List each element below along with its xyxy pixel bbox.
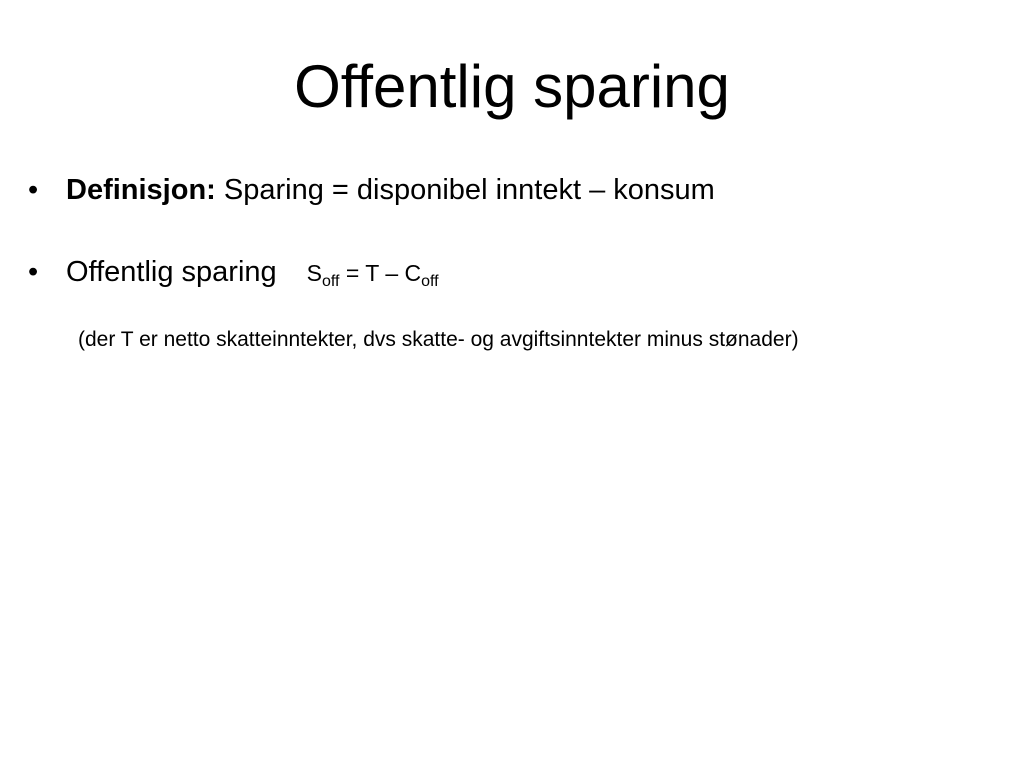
bullet-marker: •	[28, 256, 39, 288]
formula-lhs-symbol: S	[306, 260, 322, 286]
public-saving-text: Offentlig sparing	[66, 256, 277, 288]
saving-formula	[307, 255, 439, 291]
definition-text: Sparing = disponibel inntekt – konsum	[215, 174, 715, 206]
formula-lhs-subscript: off	[322, 273, 340, 290]
bullet-marker: •	[28, 174, 39, 206]
explanatory-note: (der T er netto skatteinntekter, dvs skatte- og avgiftsinntekter minus stønader)	[78, 328, 799, 351]
definition-label: Definisjon:	[66, 174, 216, 206]
formula-rhs-subscript: off	[421, 273, 439, 290]
bullet-definition	[28, 172, 715, 208]
slide-title: Offentlig sparing	[294, 53, 730, 120]
bullet-public-saving	[28, 254, 439, 291]
formula-middle: = T – C	[339, 260, 422, 286]
